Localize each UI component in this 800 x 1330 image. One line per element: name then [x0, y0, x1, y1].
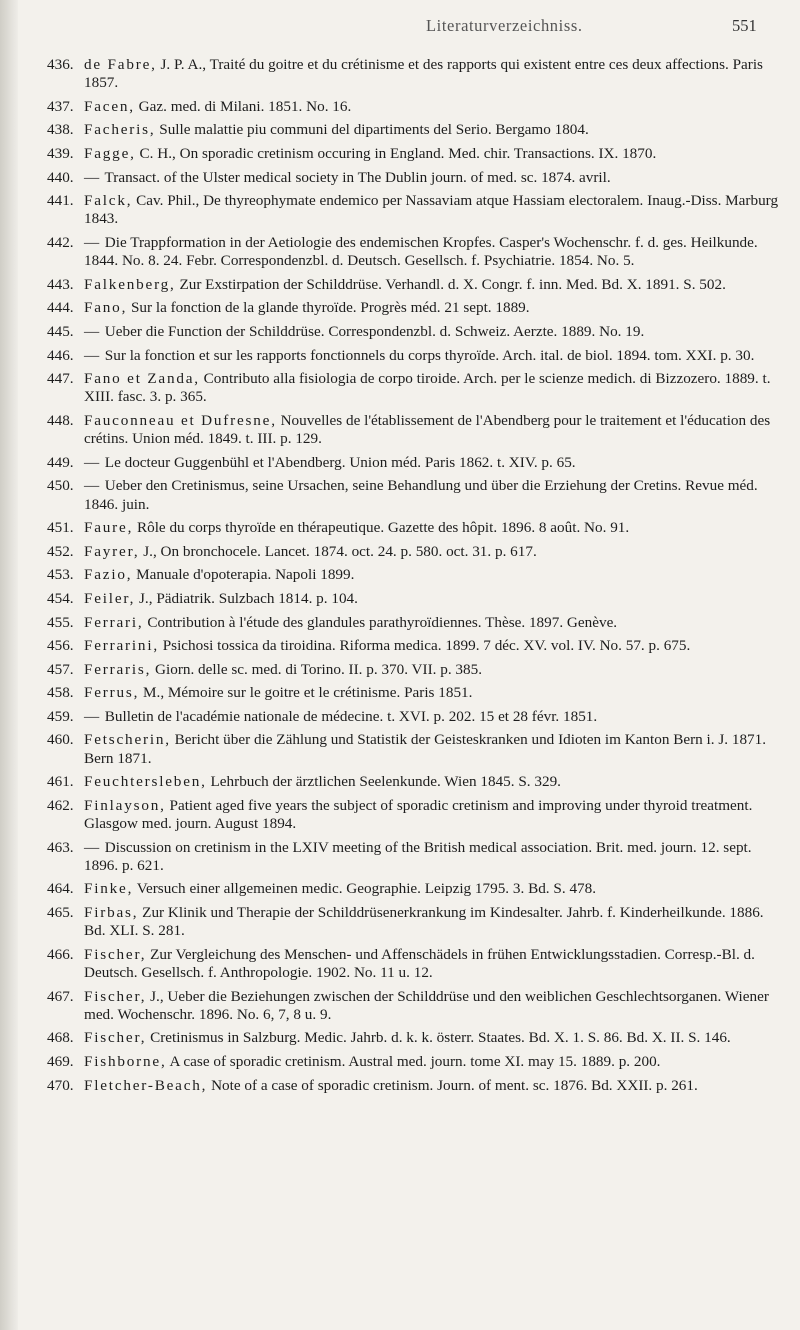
bibliography-entry [47, 839, 787, 875]
entry-number: 445. [47, 322, 74, 340]
entry-number: 448. [47, 411, 74, 429]
entry-citation: M., Mémoire sur le goitre et le crétinisme. Paris 1851. [139, 684, 473, 702]
entry-author: — [84, 707, 101, 725]
bibliography-entry [47, 988, 787, 1024]
entry-number: 450. [47, 477, 74, 495]
entry-author: Finlayson, [84, 796, 166, 814]
bibliography-entry [47, 299, 787, 317]
entry-author: Feuchtersleben, [84, 773, 207, 791]
entry-author: Feiler, [84, 589, 136, 607]
entry-number: 466. [47, 945, 74, 963]
entry-author: — [84, 838, 101, 856]
entry-citation: Nouvelles de l'établissement de l'Abendberg pour le traitement et l'éducation des crétins. Union méd. 1849. t. III. p. 129. [84, 411, 771, 448]
entry-citation: Discussion on cretinism in the LXIV meeting of the British medical association. Brit. med. journ. 12. sept. 1896. p. 621. [84, 838, 752, 874]
entry-citation: A case of sporadic cretinism. Austral med. journ. tome XI. may 15. 1889. p. 200. [166, 1053, 661, 1071]
entry-citation: Zur Klinik und Therapie der Schilddrüsenerkrankung im Kindesalter. Jahrb. f. Kinderheilkunde. 1886. Bd. XLI. S. 281. [84, 904, 764, 940]
bibliography-entry [47, 684, 787, 702]
bibliography-entry [47, 773, 787, 791]
entry-number: 439. [47, 144, 74, 162]
entry-author: Ferraris, [84, 660, 152, 678]
page-edge-shadow [0, 0, 18, 1330]
entry-number: 437. [47, 97, 74, 115]
bibliography-entry [47, 1077, 787, 1095]
entry-author: Finke, [84, 880, 134, 898]
entry-number: 456. [47, 637, 74, 655]
bibliography-entry [47, 946, 787, 982]
entry-number: 452. [47, 542, 74, 560]
entry-author: Firbas, [84, 904, 139, 922]
entry-citation: Cretinismus in Salzburg. Medic. Jahrb. d. k. k. österr. Staates. Bd. X. 1. S. 86. Bd. X. II. S. 146. [146, 1029, 731, 1047]
bibliography-entry [47, 519, 787, 537]
bibliography-entry [47, 590, 787, 608]
entry-number: 444. [47, 299, 74, 317]
entry-citation: Contribution à l'étude des glandules parathyroïdiennes. Thèse. 1897. Genève. [143, 613, 618, 631]
entry-citation: Lehrbuch der ärztlichen Seelenkunde. Wien 1845. S. 329. [206, 773, 561, 791]
entry-author: Fagge, [84, 144, 136, 162]
entry-number: 462. [47, 796, 74, 814]
entry-citation: Psichosi tossica da tiroidina. Riforma medica. 1899. 7 déc. XV. vol. IV. No. 57. p. 675. [158, 637, 691, 655]
bibliography-entry [47, 145, 787, 163]
bibliography-entry [47, 543, 787, 561]
entry-author: Ferrari, [84, 613, 144, 631]
bibliography-entry [47, 347, 787, 365]
entry-number: 453. [47, 566, 74, 584]
entry-citation: Ueber die Function der Schilddrüse. Correspondenzbl. d. Schweiz. Aerzte. 1889. No. 19. [101, 322, 645, 340]
bibliography-entry [47, 323, 787, 341]
entry-author: — [84, 322, 101, 340]
entry-author: Fletcher-Beach, [84, 1076, 208, 1094]
entry-number: 454. [47, 589, 74, 607]
entry-author: Fetscherin, [84, 731, 171, 749]
entry-citation: Transact. of the Ulster medical society in The Dublin journ. of med. sc. 1874. avril. [101, 168, 611, 186]
entry-number: 457. [47, 660, 74, 678]
entry-author: Ferrus, [84, 684, 140, 702]
entry-citation: J., On bronchocele. Lancet. 1874. oct. 24. p. 580. oct. 31. p. 617. [139, 542, 537, 560]
bibliography-entry [47, 276, 787, 294]
page-number: 551 [732, 16, 757, 35]
entry-citation: J., Pädiatrik. Sulzbach 1814. p. 104. [135, 589, 358, 607]
bibliography-entry [47, 370, 787, 406]
entry-number: 449. [47, 453, 74, 471]
entry-citation: C. H., On sporadic cretinism occuring in England. Med. chir. Transactions. IX. 1870. [135, 144, 657, 162]
entry-author: Faure, [84, 519, 134, 537]
entry-number: 467. [47, 987, 74, 1005]
entry-number: 461. [47, 773, 74, 791]
bibliography-entry [47, 56, 787, 92]
entry-author: Fauconneau et Dufresne, [84, 411, 277, 429]
entry-citation: J., Ueber die Beziehungen zwischen der Schilddrüse und den weiblichen Geschlechtsorganen. Wiener med. Wochenschr. 1896. No. 6, 7, 8 u. 9. [84, 987, 769, 1023]
entry-number: 464. [47, 880, 74, 898]
entry-author: Fano, [84, 299, 128, 317]
entry-number: 459. [47, 707, 74, 725]
entry-number: 441. [47, 192, 74, 210]
entry-author: Falkenberg, [84, 275, 176, 293]
entry-citation: Bericht über die Zählung und Statistik der Geisteskranken und Idioten im Kanton Bern i. J. 1871. Bern 1871. [84, 731, 767, 767]
entry-number: 436. [47, 56, 74, 73]
entry-citation: Sur la fonction et sur les rapports fonctionnels du corps thyroïde. Arch. ital. de biol. 1894. tom. XXI. p. 30. [101, 346, 755, 364]
entry-author: — [84, 233, 101, 251]
entry-citation: Manuale d'opoterapia. Napoli 1899. [132, 566, 355, 584]
entry-citation: Note of a case of sporadic cretinism. Journ. of ment. sc. 1876. Bd. XXII. p. 261. [207, 1076, 698, 1094]
entry-author: Fano et Zanda, [84, 370, 200, 388]
entry-number: 460. [47, 731, 74, 749]
bibliography-entry [47, 477, 787, 513]
entry-number: 446. [47, 346, 74, 364]
entry-number: 451. [47, 519, 74, 537]
bibliography-entry [47, 904, 787, 940]
entry-author: Fishborne, [84, 1053, 167, 1071]
bibliography-entry [47, 412, 787, 448]
entry-number: 455. [47, 613, 74, 631]
header-title: Literaturverzeichniss. [426, 16, 583, 35]
bibliography-entry [47, 637, 787, 655]
bibliography-entry [47, 880, 787, 898]
bibliography-entry [47, 1053, 787, 1071]
entry-author: — [84, 477, 101, 495]
entry-author: Fazio, [84, 566, 133, 584]
entry-number: 465. [47, 904, 74, 922]
bibliography-entry [47, 797, 787, 833]
entry-number: 470. [47, 1076, 74, 1094]
entry-author: Fischer, [84, 1029, 147, 1047]
entry-number: 458. [47, 684, 74, 702]
entry-number: 438. [47, 121, 74, 139]
entry-citation: Bulletin de l'académie nationale de médecine. t. XVI. p. 202. 15 et 28 févr. 1851. [101, 707, 598, 725]
entry-citation: Sur la fonction de la glande thyroïde. Progrès méd. 21 sept. 1889. [127, 299, 530, 317]
entry-number: 447. [47, 370, 74, 388]
entry-citation: Le docteur Guggenbühl et l'Abendberg. Union méd. Paris 1862. t. XIV. p. 65. [101, 453, 576, 471]
entry-citation: Contributo alla fisiologia de corpo tiroide. Arch. per le scienze medich. di Bizzozero. 1889. t. XIII. fasc. 3. p. 365. [84, 370, 771, 406]
entry-number: 469. [47, 1053, 74, 1071]
entry-author: Facheris, [84, 121, 156, 139]
entry-author: — [84, 168, 101, 186]
entry-citation: J. P. A., Traité du goitre et du crétinisme et des rapports qui existent entre ces deux affections. Paris 1857. [84, 56, 763, 92]
entry-author: Fischer, [84, 945, 147, 963]
bibliography-entry [47, 98, 787, 116]
bibliography-entry [47, 121, 787, 139]
entry-citation: Giorn. delle sc. med. di Torino. II. p. 370. VII. p. 385. [151, 660, 482, 678]
bibliography-entry [47, 731, 787, 767]
bibliography-list [47, 56, 787, 1100]
entry-author: — [84, 346, 101, 364]
entry-number: 443. [47, 275, 74, 293]
running-header [0, 10, 800, 40]
entry-author: Fischer, [84, 987, 147, 1005]
entry-author: Facen, [84, 97, 135, 115]
entry-author: Fayrer, [84, 542, 140, 560]
bibliography-entry [47, 234, 787, 270]
bibliography-entry [47, 708, 787, 726]
bibliography-entry [47, 192, 787, 228]
entry-citation: Ueber den Cretinismus, seine Ursachen, seine Behandlung und über die Erziehung der Cretins. Revue méd. 1846. juin. [84, 477, 758, 513]
bibliography-entry [47, 614, 787, 632]
bibliography-entry [47, 566, 787, 584]
entry-author: Falck, [84, 192, 133, 210]
entry-citation: Gaz. med. di Milani. 1851. No. 16. [134, 97, 352, 115]
entry-citation: Die Trappformation in der Aetiologie des endemischen Kropfes. Casper's Wochenschr. f. d. ges. Heilkunde. 1844. No. 8. 24. Febr. Correspondenzbl. d. Deutsch. Gesellsch. f. Psychiatrie. 1854. No. 5. [84, 233, 758, 270]
entry-author: — [84, 453, 101, 471]
bibliography-entry [47, 454, 787, 472]
entry-author: Ferrarini, [84, 637, 159, 655]
entry-number: 468. [47, 1029, 74, 1047]
entry-citation: Patient aged five years the subject of sporadic cretinism and improving under thyroid treatment. Glasgow med. journ. August 1894. [84, 796, 753, 833]
entry-number: 463. [47, 838, 74, 856]
bibliography-entry [47, 169, 787, 187]
entry-citation: Cav. Phil., De thyreophymate endemico per Nassaviam atque Hassiam electoralem. Inaug.-Diss. Marburg 1843. [84, 192, 779, 228]
entry-citation: Versuch einer allgemeinen medic. Geographie. Leipzig 1795. 3. Bd. S. 478. [133, 880, 597, 898]
entry-citation: Zur Vergleichung des Menschen- und Affenschädels in frühen Entwicklungsstadien. Corresp.-Bl. d. Deutsch. Gesellsch. f. Anthropologie. 1902. No. 11 u. 12. [84, 945, 755, 982]
bibliography-entry [47, 1029, 787, 1047]
entry-number: 440. [47, 168, 74, 186]
entry-citation: Sulle malattie piu communi del dipartiments del Serio. Bergamo 1804. [155, 121, 589, 139]
entry-citation: Rôle du corps thyroïde en thérapeutique. Gazette des hôpit. 1896. 8 août. No. 91. [133, 519, 630, 537]
bibliography-entry [47, 661, 787, 679]
entry-number: 442. [47, 233, 74, 251]
entry-citation: Zur Exstirpation der Schilddrüse. Verhandl. d. X. Congr. f. inn. Med. Bd. X. 1891. S. 502. [175, 275, 726, 293]
entry-author: de Fabre, [84, 56, 157, 73]
